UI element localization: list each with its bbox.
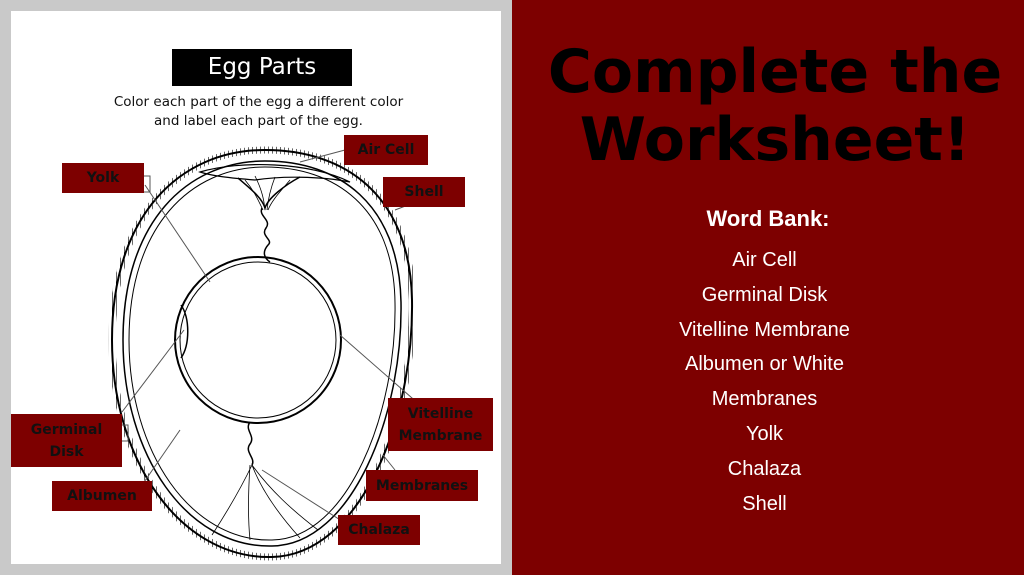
label-membranes: Membranes [366,470,478,501]
slide-text-panel [512,0,1024,575]
egg-membrane-line-inner [129,167,395,540]
leader-line-chalaza [262,470,345,523]
word-bank-item: Membranes [711,388,818,411]
leader-line-yolk [145,185,210,282]
word-bank-item: Chalaza [727,457,802,480]
label-shell: Shell [383,177,465,207]
instructions-line-2: and label each part of the egg. [154,113,363,129]
label-albumen: Albumen [52,481,152,511]
vitelline-membrane-circle [180,262,336,418]
instructions-line-1: Color each part of the egg a different color [113,94,404,110]
label-germinal-disk: Germinal Disk [11,414,122,467]
word-bank-list [512,245,1017,523]
egg-membrane-line [123,161,401,546]
word-bank-item: Albumen or White [685,353,844,376]
upper-chalaza [238,177,300,262]
leader-line-germinal [122,330,184,412]
lower-chalaza [248,422,253,465]
upper-chalaza-fibers [245,176,290,210]
slide-heading [540,38,1010,174]
label-yolk: Yolk [62,163,144,193]
word-bank-title: Word Bank: [706,206,830,231]
leader-line-membranes [383,455,395,470]
word-bank-item: Air Cell [732,249,797,271]
germinal-disk-shape [181,305,188,358]
heading-line-1: Complete the [547,37,1003,107]
word-bank-item: Vitelline Membrane [679,318,850,341]
worksheet-title: Egg Parts [172,49,352,86]
lower-chalaza-fibers [212,465,318,540]
word-bank-item: Shell [742,492,787,515]
label-chalaza: Chalaza [338,515,420,545]
yolk-circle [175,257,341,423]
label-air-cell: Air Cell [344,135,428,165]
word-bank-item: Yolk [745,422,784,445]
blank-box-yolk [143,176,150,192]
label-vitelline-membrane: Vitelline Membrane [388,398,493,451]
word-bank-item: Germinal Disk [701,283,828,306]
heading-line-2: Worksheet! [579,105,971,175]
